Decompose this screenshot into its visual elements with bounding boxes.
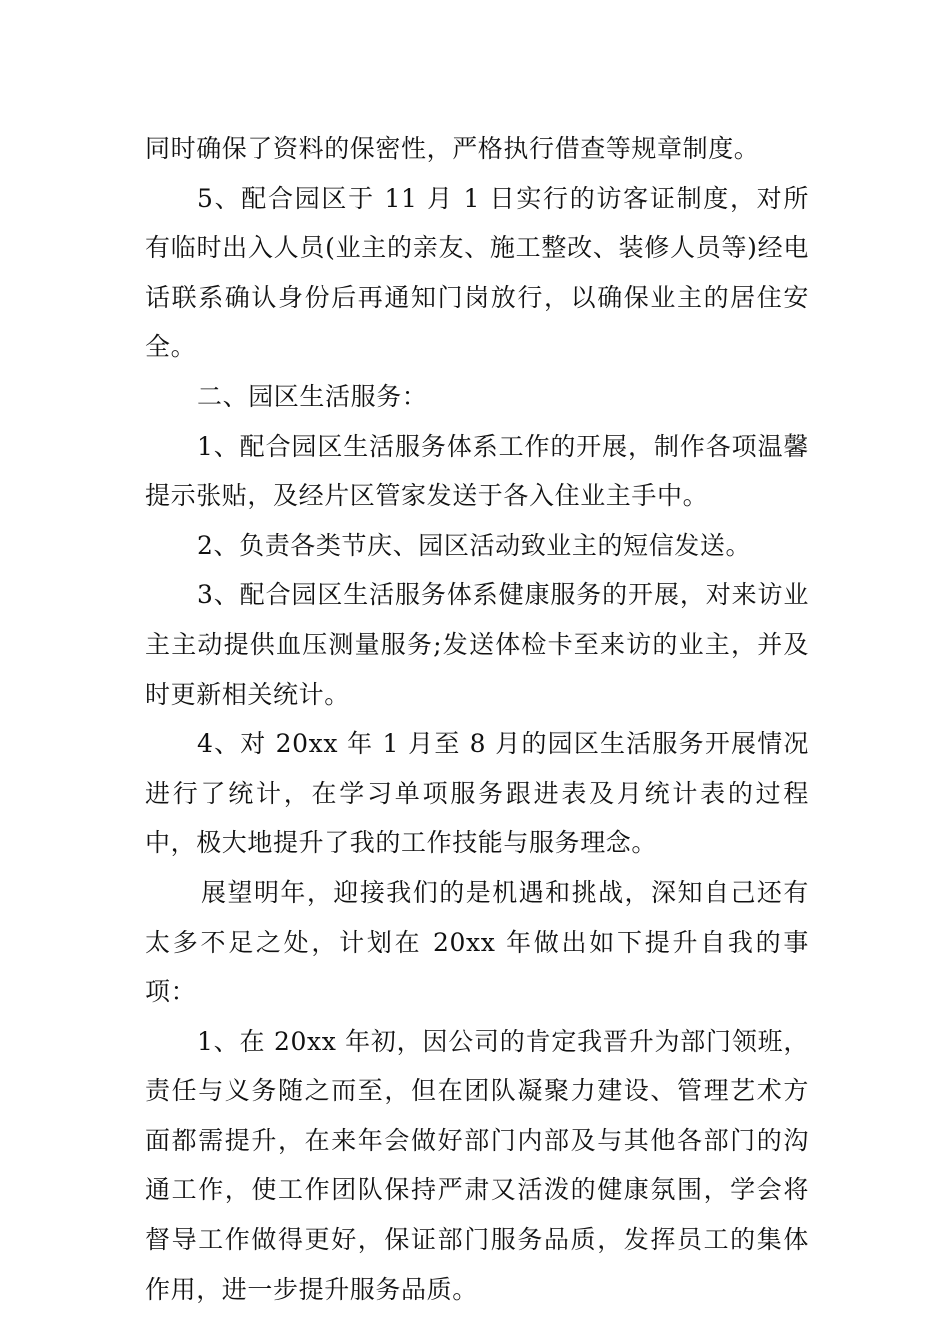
paragraph-plan-1: 1、在 20xx 年初，因公司的肯定我晋升为部门领班，责任与义务随之而至，但在团队凝聚力建设、管理艺术方面都需提升，在来年会做好部门内部及与其他各部门的沟通工作，使工作团队保持严肃又活泼的健康氛围，学会将督导工作做得更好，保证部门服务品质，发挥员工的集体作用，进一步提升服务品质。 bbox=[145, 1026, 809, 1304]
paragraph-outlook: 展望明年，迎接我们的是机遇和挑战，深知自己还有太多不足之处，计划在 20xx 年做出如下提升自我的事项： bbox=[145, 877, 809, 1007]
paragraph-life-service-1: 1、配合园区生活服务体系工作的开展，制作各项温馨提示张贴，及经片区管家发送于各入住业主手中。 bbox=[145, 431, 809, 511]
section-heading-life-service: 二、园区生活服务： bbox=[197, 381, 428, 411]
paragraph-visitor-pass: 5、配合园区于 11 月 1 日实行的访客证制度，对所有临时出入人员(业主的亲友、施工整改、装修人员等)经电话联系确认身份后再通知门岗放行，以确保业主的居住安全。 bbox=[145, 183, 809, 362]
document-body bbox=[145, 124, 809, 1314]
paragraph-continuation: 同时确保了资料的保密性，严格执行借查等规章制度。 bbox=[145, 134, 760, 163]
paragraph-life-service-2: 2、负责各类节庆、园区活动致业主的短信发送。 bbox=[197, 530, 752, 560]
paragraph-life-service-3: 3、配合园区生活服务体系健康服务的开展，对来访业主主动提供血压测量服务;发送体检卡至来访的业主，并及时更新相关统计。 bbox=[145, 580, 809, 709]
paragraph-life-service-4: 4、对 20xx 年 1 月至 8 月的园区生活服务开展情况进行了统计，在学习单项服务跟进表及月统计表的过程中，极大地提升了我的工作技能与服务理念。 bbox=[145, 729, 809, 858]
